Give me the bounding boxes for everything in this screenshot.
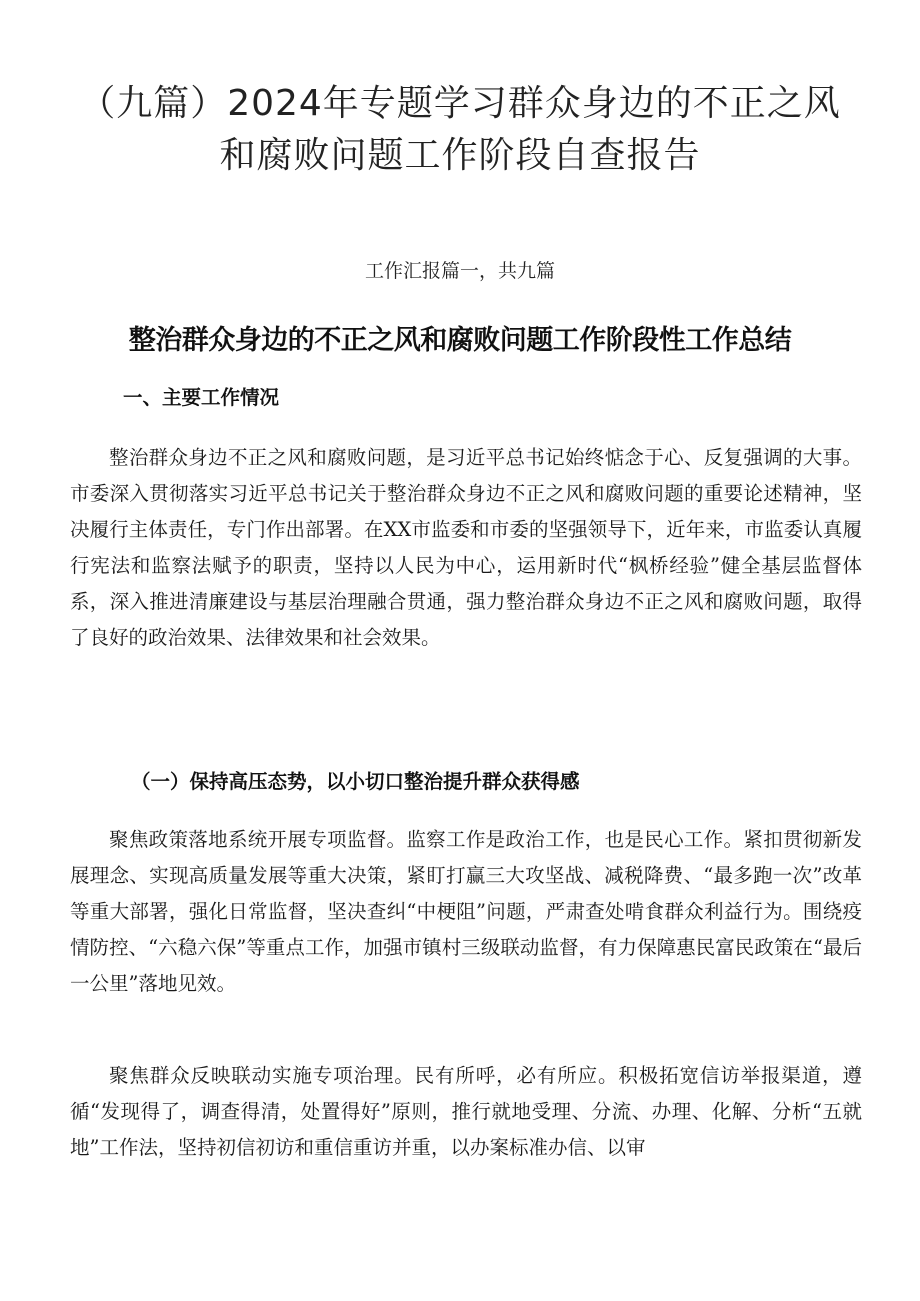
heading-main-work: 一、主要工作情况 — [123, 386, 280, 409]
document-subtitle: 工作汇报篇一，共九篇 — [364, 260, 555, 282]
paragraph-special-governance: 聚焦群众反映联动实施专项治理。民有所呼，必有所应。积极拓宽信访举报渠道，遵循“发现得了，调查得清，处置得好”原则，推行就地受理、分流、办理、化解、分析“五就地”工作法，坚持初信初访和重信重访并重，以办案标准办信、以审 — [70, 1064, 862, 1159]
section-title: 整治群众身边的不正之风和腐败问题工作阶段性工作总结 — [128, 325, 792, 356]
heading-subsection-1: （一）保持高压态势，以小切口整治提升群众获得感 — [131, 770, 580, 793]
document-title: （九篇）2024年专题学习群众身边的不正之风和腐败问题工作阶段自查报告 — [79, 83, 841, 176]
paragraph-policy-supervision: 聚焦政策落地系统开展专项监督。监察工作是政治工作，也是民心工作。紧扣贯彻新发展理念、实现高质量发展等重大决策，紧盯打赢三大攻坚战、减税降费、“最多跑一次”改革等重大部署，强化日常监督，坚决查纠“中梗阻”问题，严肃查处啃食群众利益行为。围绕疫情防控、“六稳六保”等重点工作，加强市镇村三级联动监督，有力保障惠民富民政策在“最后一公里”落地见效。 — [70, 828, 862, 995]
paragraph-intro: 整治群众身边不正之风和腐败问题，是习近平总书记始终惦念于心、反复强调的大事。市委深入贯彻落实习近平总书记关于整治群众身边不正之风和腐败问题的重要论述精神，坚决履行主体责任，专门作出部署。在XX市监委和市委的坚强领导下，近年来，市监委认真履行宪法和监察法赋予的职责，坚持以人民为中心，运用新时代“枫桥经验”健全基层监督体系，深入推进清廉建设与基层治理融合贯通，强力整治群众身边不正之风和腐败问题，取得了良好的政治效果、法律效果和社会效果。 — [70, 446, 862, 649]
